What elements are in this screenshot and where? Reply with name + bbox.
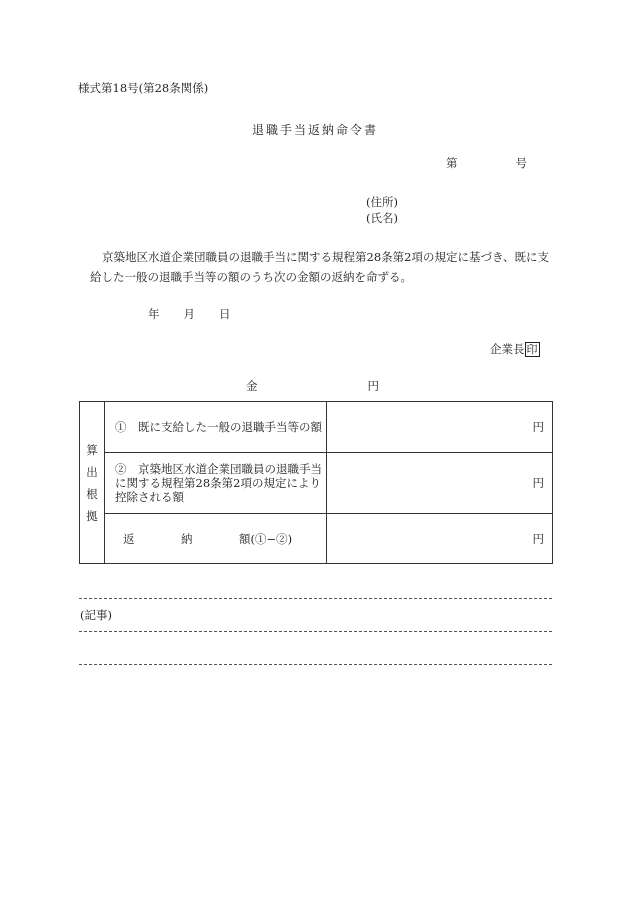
return-part: 返 <box>123 531 135 546</box>
table-row <box>80 514 553 564</box>
number-prefix: 第 <box>446 156 458 170</box>
amount-kin: 金 <box>246 379 258 393</box>
row-deducted-amount-value: 円 <box>327 453 553 514</box>
date-day: 日 <box>219 307 231 321</box>
issuer-title: 企業長 <box>490 342 525 356</box>
body-text: 京築地区水道企業団職員の退職手当に関する規程第28条第2項の規定に基づき、既に支給した一般の退職手当等の額のうち次の金額の返納を命ずる。 <box>90 250 549 284</box>
calculation-table <box>79 401 553 564</box>
side-header-char: 出 <box>86 464 98 479</box>
side-header-char: 拠 <box>86 508 98 523</box>
address-label: (住所) <box>366 195 398 209</box>
table-row <box>80 402 553 453</box>
notes-label: (記事) <box>80 608 112 622</box>
dotted-divider <box>79 631 552 632</box>
amount-yen: 円 <box>367 379 379 393</box>
table-row <box>80 453 553 514</box>
form-number: 様式第18号(第28条関係) <box>78 81 209 95</box>
row-paid-amount-label: ① 既に支給した一般の退職手当等の額 <box>105 402 327 453</box>
row-return-amount-value: 円 <box>327 514 553 564</box>
return-part: 額(①−②) <box>239 531 293 546</box>
date-month: 月 <box>183 307 195 321</box>
document-title: 退職手当返納命令書 <box>251 123 378 137</box>
number-suffix: 号 <box>515 156 527 170</box>
dotted-divider <box>79 664 552 665</box>
row-return-amount-label <box>105 514 327 564</box>
issuer <box>490 341 540 357</box>
side-header-char: 根 <box>86 486 98 501</box>
document-number-line <box>446 155 527 171</box>
side-header-char: 算 <box>86 442 98 457</box>
date-line <box>148 306 231 322</box>
return-part: 納 <box>181 531 193 546</box>
name-label: (氏名) <box>366 211 398 225</box>
seal-mark: 印 <box>526 343 538 356</box>
dotted-divider <box>79 598 552 599</box>
date-year: 年 <box>148 307 160 321</box>
row-deducted-amount-label: ② 京築地区水道企業団職員の退職手当に関する規程第28条第2項の規定により控除される額 <box>105 453 327 514</box>
row-paid-amount-value: 円 <box>327 402 553 453</box>
amount-line <box>246 378 379 394</box>
calculation-basis-header <box>80 402 105 564</box>
